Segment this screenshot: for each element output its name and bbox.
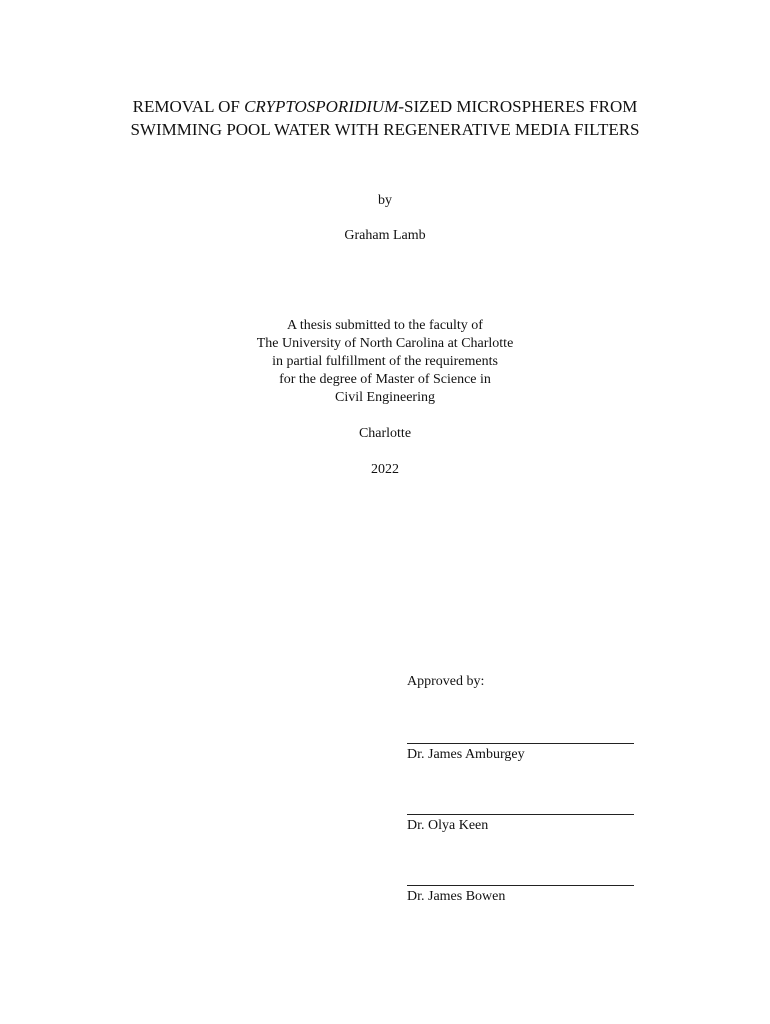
signatory-name: Dr. James Amburgey [407, 747, 525, 762]
approved-by-label: Approved by: [407, 674, 485, 689]
thesis-title [0, 95, 770, 141]
year: 2022 [371, 462, 399, 477]
title-prefix: REMOVAL OF [132, 97, 245, 116]
title-line-1 [0, 95, 770, 118]
statement-line: for the degree of Master of Science in [279, 372, 491, 387]
signature-block [407, 885, 634, 906]
title-line-2: SWIMMING POOL WATER WITH REGENERATIVE MEDIA FILTERS [130, 120, 640, 139]
statement-line: in partial fulfillment of the requirements [272, 354, 498, 369]
statement-line: Civil Engineering [335, 390, 435, 405]
signature-block [407, 814, 634, 835]
signature-block [407, 743, 634, 764]
title-italic-term: CRYPTOSPORIDIUM [244, 97, 399, 116]
signature-line [407, 743, 634, 744]
city: Charlotte [358, 426, 412, 441]
signatory-name: Dr. James Bowen [407, 889, 506, 904]
author-name: Graham Lamb [344, 228, 426, 243]
by-label: by [378, 193, 392, 208]
degree-statement [0, 317, 770, 407]
signature-line [407, 885, 634, 886]
statement-line: A thesis submitted to the faculty of [287, 318, 483, 333]
signature-line [407, 814, 634, 815]
title-suffix: -SIZED MICROSPHERES FROM [398, 97, 638, 116]
statement-line: The University of North Carolina at Charlotte [256, 336, 514, 351]
signatory-name: Dr. Olya Keen [407, 818, 489, 833]
